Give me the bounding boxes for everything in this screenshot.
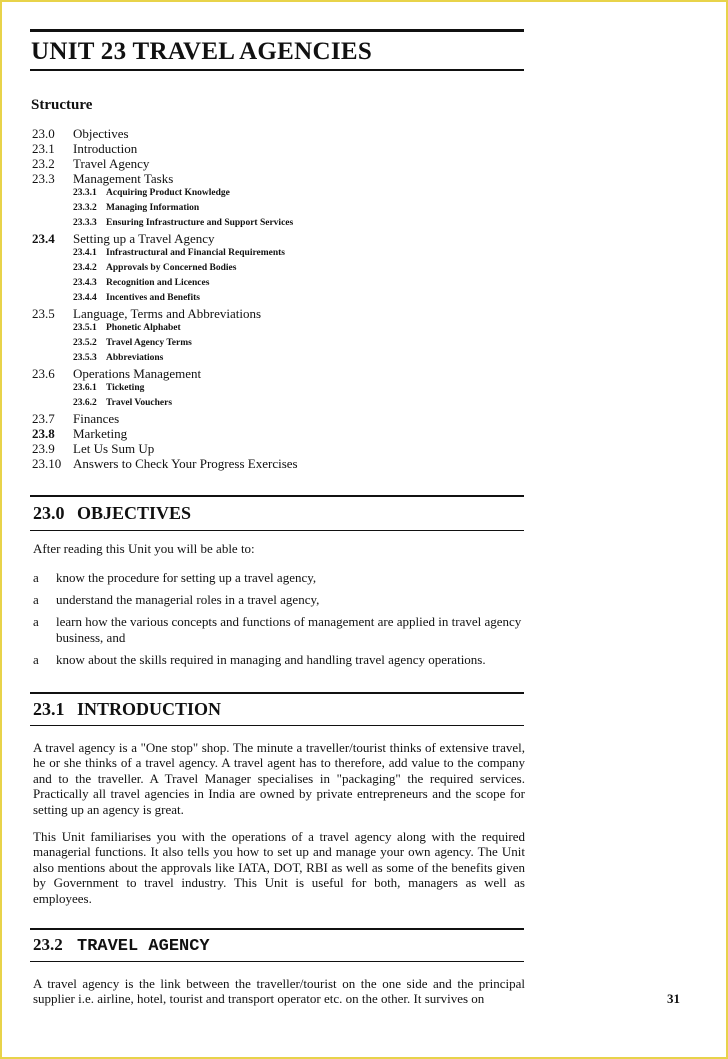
- toc-number: 23.3.2: [73, 203, 97, 213]
- toc-text: Operations Management: [73, 366, 202, 381]
- list-item: [33, 592, 525, 608]
- list-item-text: know the procedure for setting up a travel agency,: [56, 570, 317, 585]
- toc-item: [32, 126, 522, 141]
- toc-number: 23.3.3: [73, 218, 97, 228]
- toc-number: 23.4.2: [73, 263, 97, 273]
- toc-number: 23.8: [32, 426, 55, 441]
- list-item-text: understand the managerial roles in a travel agency,: [56, 592, 320, 607]
- toc-text: Abbreviations: [106, 353, 164, 363]
- toc-number: 23.4.1: [73, 248, 97, 258]
- section-title: OBJECTIVES: [77, 503, 192, 523]
- toc-number: 23.2: [32, 156, 55, 171]
- toc-number: 23.4: [32, 231, 55, 246]
- objectives-list: [33, 570, 525, 674]
- toc-subitem: [32, 186, 522, 201]
- toc-subitem: [32, 351, 522, 366]
- toc-subitem: [32, 246, 522, 261]
- toc-number: 23.7: [32, 411, 55, 426]
- section-rule: [30, 495, 524, 497]
- toc-number: 23.6.1: [73, 383, 97, 393]
- section-rule: [30, 692, 524, 694]
- toc-subitem: [32, 396, 522, 411]
- section-number: 23.1: [33, 699, 65, 719]
- toc-item: [32, 171, 522, 186]
- toc-subitem: [32, 381, 522, 396]
- toc-text: Phonetic Alphabet: [106, 323, 181, 333]
- toc-number: 23.5.1: [73, 323, 97, 333]
- section-rule: [30, 928, 524, 930]
- unit-title: UNIT 23 TRAVEL AGENCIES: [31, 38, 373, 65]
- toc-text: Travel Agency Terms: [106, 338, 192, 348]
- objectives-intro: After reading this Unit you will be able to:: [33, 541, 255, 556]
- toc-number: 23.6.2: [73, 398, 97, 408]
- toc-text: Management Tasks: [73, 171, 174, 186]
- toc-item: [32, 156, 522, 171]
- toc-text: Travel Agency: [73, 156, 150, 171]
- section-title: INTRODUCTION: [77, 699, 222, 719]
- toc-number: 23.3: [32, 171, 55, 186]
- toc-text: Objectives: [73, 126, 129, 141]
- toc-subitem: [32, 291, 522, 306]
- toc-text: Language, Terms and Abbreviations: [73, 306, 262, 321]
- toc-number: 23.5: [32, 306, 55, 321]
- toc-number: 23.0: [32, 126, 55, 141]
- table-of-contents: [32, 126, 522, 471]
- toc-text: Finances: [73, 411, 120, 426]
- list-item: [33, 652, 525, 668]
- toc-text: Introduction: [73, 141, 138, 156]
- header-top-rule: [30, 29, 524, 32]
- list-item-text: know about the skills required in managing and handling travel agency operations.: [56, 651, 486, 667]
- toc-text: Ensuring Infrastructure and Support Services: [106, 218, 294, 228]
- travel-agency-paragraph: A travel agency is the link between the traveller/tourist on the one side and the principal supplier i.e. airline, hotel, tourist and transport operator etc. on the other. It survives on: [33, 976, 525, 1007]
- toc-number: 23.9: [32, 441, 55, 456]
- travel-agency-heading: [33, 935, 210, 956]
- toc-item: [32, 306, 522, 321]
- list-item-text: learn how the various concepts and functions of management are applied in travel agency business, and: [56, 614, 522, 645]
- toc-text: Acquiring Product Knowledge: [106, 188, 230, 198]
- section-rule: [30, 961, 524, 962]
- toc-text: Answers to Check Your Progress Exercises: [73, 456, 298, 471]
- toc-item: [32, 366, 522, 381]
- toc-subitem: [32, 216, 522, 231]
- toc-text: Incentives and Benefits: [106, 293, 200, 303]
- toc-text: Travel Vouchers: [106, 398, 173, 408]
- toc-item: [32, 441, 522, 456]
- toc-number: 23.5.3: [73, 353, 97, 363]
- list-item: [33, 614, 525, 645]
- section-number: 23.0: [33, 503, 65, 523]
- section-title: TRAVEL AGENCY: [77, 937, 210, 956]
- section-rule: [30, 530, 524, 531]
- toc-text: Managing Information: [106, 203, 200, 213]
- toc-number: 23.6: [32, 366, 55, 381]
- toc-number: 23.3.1: [73, 188, 97, 198]
- list-bullet: a: [33, 570, 39, 585]
- toc-subitem: [32, 276, 522, 291]
- page-number: 31: [667, 991, 680, 1006]
- list-bullet: a: [33, 651, 39, 667]
- introduction-heading: [33, 699, 221, 720]
- toc-item: [32, 231, 522, 246]
- toc-subitem: [32, 321, 522, 336]
- toc-item: [32, 456, 522, 471]
- list-bullet: a: [33, 614, 39, 629]
- objectives-heading: [33, 503, 191, 524]
- toc-text: Ticketing: [106, 383, 145, 393]
- toc-text: Setting up a Travel Agency: [73, 231, 215, 246]
- toc-number: 23.1: [32, 141, 55, 156]
- toc-number: 23.4.3: [73, 278, 97, 288]
- section-number: 23.2: [33, 935, 63, 954]
- toc-subitem: [32, 201, 522, 216]
- toc-text: Marketing: [73, 426, 128, 441]
- toc-number: 23.5.2: [73, 338, 97, 348]
- section-rule: [30, 725, 524, 726]
- toc-text: Let Us Sum Up: [73, 441, 155, 456]
- introduction-paragraph: A travel agency is a "One stop" shop. The minute a traveller/tourist thinks of extensive travel, he or she thinks of a travel agency. A travel agent has to therefore, add value to the company and to the traveller. A Travel Manager specialises in "packaging" the required services. Practically all travel agencies in India are owned by private entrepreneurs and the scope for setting up an agency is great.: [33, 740, 525, 817]
- list-item: [33, 570, 525, 586]
- introduction-paragraph: This Unit familiarises you with the operations of a travel agency along with the required managerial functions. It also tells you how to set up and manage your own agency. The Unit also mentions about the approvals like IATA, DOT, RBI as well as some of the benefits given by Government to travel industry. This Unit is useful for both, managers as well as employees.: [33, 829, 525, 906]
- toc-text: Recognition and Licences: [106, 278, 210, 288]
- list-bullet: a: [33, 592, 39, 607]
- toc-item: [32, 141, 522, 156]
- toc-item: [32, 411, 522, 426]
- toc-text: Infrastructural and Financial Requirements: [106, 248, 286, 258]
- toc-subitem: [32, 261, 522, 276]
- toc-number: 23.4.4: [73, 293, 97, 303]
- header-bottom-rule: [30, 69, 524, 71]
- toc-text: Approvals by Concerned Bodies: [106, 263, 237, 273]
- structure-heading: Structure: [31, 97, 93, 113]
- toc-number: 23.10: [32, 456, 62, 471]
- toc-subitem: [32, 336, 522, 351]
- toc-item: [32, 426, 522, 441]
